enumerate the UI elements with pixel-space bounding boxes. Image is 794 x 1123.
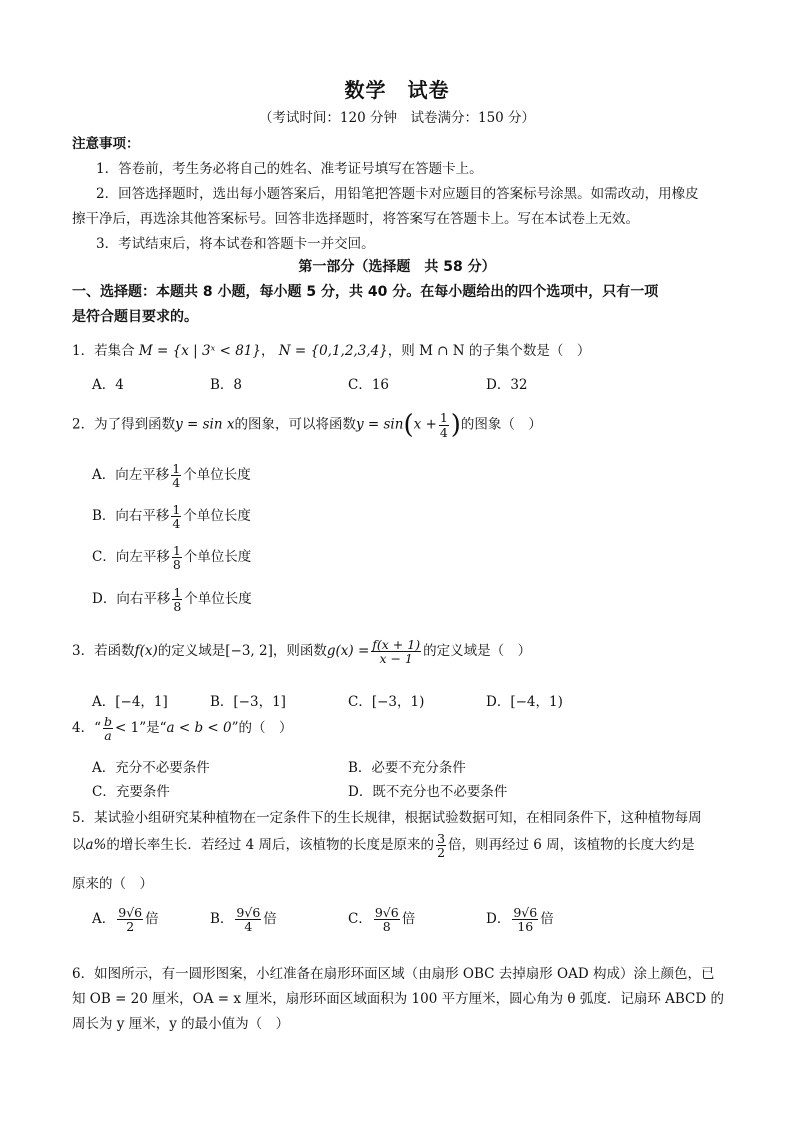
question-4	[72, 715, 293, 742]
q2-option-c[interactable]	[92, 544, 251, 571]
q6-line2: 知 OB = 20 厘米，OA = x 厘米，扇形环面区域面积为 100 平方厘米，圆心角为 θ 弧度．记扇环 ABCD 的	[72, 991, 724, 1007]
q5-line1: 5．某试验小组研究某种植物在一定条件下的生长规律，根据试验数据可知，在相同条件下，这种植物每周	[72, 810, 702, 826]
q5-line2-post: 倍，则再经过 6 周，该植物的长度大约是	[448, 837, 695, 854]
q1-suffix: ，则 M ∩ N 的子集个数是（ ）	[387, 343, 591, 359]
page-title: 数学 试卷	[344, 78, 450, 102]
q5-opt-a-den: 2	[126, 919, 135, 935]
q4-cond2: a < b < 0	[166, 720, 232, 737]
q1-set-n: N = {0,1,2,3,4}	[278, 343, 388, 359]
notice-item-2-cont: 擦干净后，再选涂其他答案标号。回答非选择题时，将答案写在答题卡上。写在本试卷上无效。	[72, 211, 639, 227]
q5-opt-d-num: 9√6	[513, 905, 538, 920]
q2-opt-d-text: D．向右平移	[92, 591, 171, 608]
q5-opt-c-num: 9√6	[374, 905, 399, 920]
q2-suffix: 的图象（ ）	[460, 416, 542, 433]
q5-opt-a-unit: 倍	[145, 911, 159, 928]
q5-rate: a%	[85, 837, 107, 854]
q2-option-b[interactable]	[92, 503, 251, 530]
q5-opt-c-den: 8	[382, 919, 391, 935]
q3-frac-num: f(x + 1)	[372, 637, 421, 652]
section-heading-line2: 是符合题目要求的。	[72, 309, 198, 325]
q2-opt-d-num: 1	[173, 585, 182, 600]
q5-opt-b-den: 4	[244, 919, 253, 935]
q2-opt-a-frac	[171, 462, 181, 489]
q3-suffix: 的定义域是（ ）	[423, 643, 532, 660]
q2-fraction	[439, 411, 449, 438]
q5-line2-mid: 的增长率生长．若经过 4 周后，该植物的长度是原来的	[106, 837, 435, 854]
q4-frac-den: a	[104, 728, 112, 744]
q5-frac-num: 3	[437, 831, 446, 846]
q5-opt-b-unit: 倍	[263, 911, 277, 928]
q5-opt-a-num: 9√6	[118, 905, 143, 920]
q5-opt-c-label: C．	[348, 911, 372, 928]
q4-cond1: < 1”是“	[115, 720, 167, 737]
notice-item-2: 2．回答选择题时，选出每小题答案后，用铅笔把答题卡对应题目的答案标号涂黑。如需改动，用橡皮	[96, 186, 699, 202]
q5-line2-pre: 以	[72, 837, 86, 854]
q1-comma: ，	[260, 343, 275, 359]
q2-option-a[interactable]	[92, 462, 251, 489]
q2-opt-c-den: 8	[172, 557, 181, 573]
q3-frac-den: x − 1	[379, 651, 413, 667]
q5-opt-d-den: 16	[517, 919, 534, 935]
q2-opt-b-text: B．向右平移	[92, 508, 170, 525]
q5-opt-a-frac	[117, 906, 143, 933]
q2-frac-num: 1	[439, 410, 448, 426]
q5-fraction	[436, 832, 446, 859]
q5-opt-d-unit: 倍	[540, 911, 554, 928]
q3-option-a[interactable]: A．[−4，1]	[92, 694, 168, 710]
q2-opt-d-frac	[172, 586, 182, 613]
q5-option-d[interactable]	[486, 906, 554, 933]
part-one-title: 第一部分（选择题 共 58 分）	[298, 259, 496, 275]
q6-line3: 周长为 y 厘米，y 的最小值为（ ）	[72, 1016, 290, 1032]
q2-func2-inner: x +	[413, 416, 437, 433]
q4-option-b[interactable]: B．必要不充分条件	[348, 760, 466, 776]
q3-option-d[interactable]: D．[−4，1)	[486, 694, 563, 710]
q5-line2	[72, 832, 695, 859]
q5-opt-c-frac	[374, 906, 400, 933]
q4-suffix: ”的（ ）	[231, 720, 293, 737]
q3-domain-text: 的定义域是[−3, 2]，则函数	[157, 643, 327, 660]
q5-opt-a-label: A．	[92, 911, 116, 928]
q1-option-a[interactable]: A．4	[92, 377, 124, 393]
q2-opt-c-text: C．向左平移	[92, 549, 170, 566]
q2-paren-right: )	[450, 410, 461, 440]
q2-opt-a-text: A．向左平移	[92, 467, 170, 484]
question-3	[72, 638, 531, 665]
q2-option-d[interactable]	[92, 586, 252, 613]
q5-opt-c-unit: 倍	[401, 911, 416, 928]
exam-info: （考试时间：120 分钟 试卷满分：150 分）	[258, 110, 536, 126]
q2-opt-c-unit: 个单位长度	[183, 549, 252, 566]
q5-option-b[interactable]	[210, 906, 277, 933]
q1-prefix: 1．若集合	[72, 343, 135, 359]
q5-line3: 原来的（ ）	[72, 876, 153, 892]
q4-option-c[interactable]: C．充要条件	[92, 784, 170, 800]
q2-opt-d-den: 8	[173, 599, 182, 615]
q1-option-b[interactable]: B．8	[210, 377, 243, 393]
q2-paren-left: (	[403, 410, 414, 440]
q2-func1: y = sin x	[175, 416, 235, 433]
q4-option-d[interactable]: D．既不充分也不必要条件	[348, 784, 508, 800]
q2-frac-den: 4	[439, 424, 448, 440]
q3-prefix: 3．若函数	[72, 643, 135, 660]
q5-frac-den: 2	[437, 845, 446, 861]
q6-line1: 6．如图所示，有一圆形图案，小红准备在扇形环面区域（由扇形 OBC 去掉扇形 OAD 构成）涂上颜色，已	[72, 966, 715, 982]
q1-set-m: M = {x | 3ˣ < 81}	[138, 343, 261, 359]
q4-prefix: 4．“	[72, 720, 101, 737]
q2-mid: 的图象，可以将函数	[234, 416, 356, 433]
q2-opt-b-num: 1	[172, 502, 181, 517]
q1-option-d[interactable]: D．32	[486, 377, 528, 393]
q2-opt-c-num: 1	[172, 543, 181, 558]
q2-opt-c-frac	[172, 544, 182, 571]
notice-item-1: 1．答卷前，考生务必将自己的姓名、准考证号填写在答题卡上。	[96, 161, 483, 177]
q5-option-c[interactable]	[348, 906, 415, 933]
q5-opt-b-num: 9√6	[236, 905, 261, 920]
q4-fraction	[103, 715, 113, 742]
q3-option-b[interactable]: B．[−3，1]	[210, 694, 286, 710]
q2-prefix: 2．为了得到函数	[72, 416, 176, 433]
q2-opt-b-frac	[171, 503, 181, 530]
q1-option-c[interactable]: C．16	[348, 377, 390, 393]
question-2	[72, 410, 542, 440]
notice-item-3: 3．考试结束后，将本试卷和答题卡一并交回。	[96, 236, 375, 252]
q5-options	[92, 906, 732, 946]
notice-heading: 注意事项：	[72, 136, 140, 152]
q5-option-a[interactable]	[92, 906, 159, 933]
q5-opt-b-frac	[235, 906, 261, 933]
q2-opt-a-num: 1	[172, 461, 181, 476]
q5-opt-d-label: D．	[486, 911, 511, 928]
q2-func2: y = sin	[355, 416, 404, 433]
q2-opt-d-unit: 个单位长度	[184, 591, 252, 608]
q3-fx: f(x)	[134, 643, 158, 660]
q2-opt-a-unit: 个单位长度	[183, 467, 251, 484]
q5-opt-b-label: B．	[210, 911, 234, 928]
q3-fraction	[371, 638, 421, 665]
question-1	[72, 339, 590, 359]
q2-opt-b-unit: 个单位长度	[183, 508, 251, 525]
q3-gx: g(x) =	[326, 643, 370, 660]
q3-option-c[interactable]: C．[−3，1)	[348, 694, 425, 710]
q4-option-a[interactable]: A．充分不必要条件	[92, 760, 210, 776]
section-heading-line1: 一、选择题：本题共 8 小题，每小题 5 分，共 40 分。在每小题给出的四个选项中，只有一项	[72, 284, 659, 300]
q5-opt-d-frac	[512, 906, 538, 933]
q2-opt-a-den: 4	[172, 475, 181, 491]
q4-frac-num: b	[104, 714, 113, 729]
q2-opt-b-den: 4	[172, 516, 181, 532]
